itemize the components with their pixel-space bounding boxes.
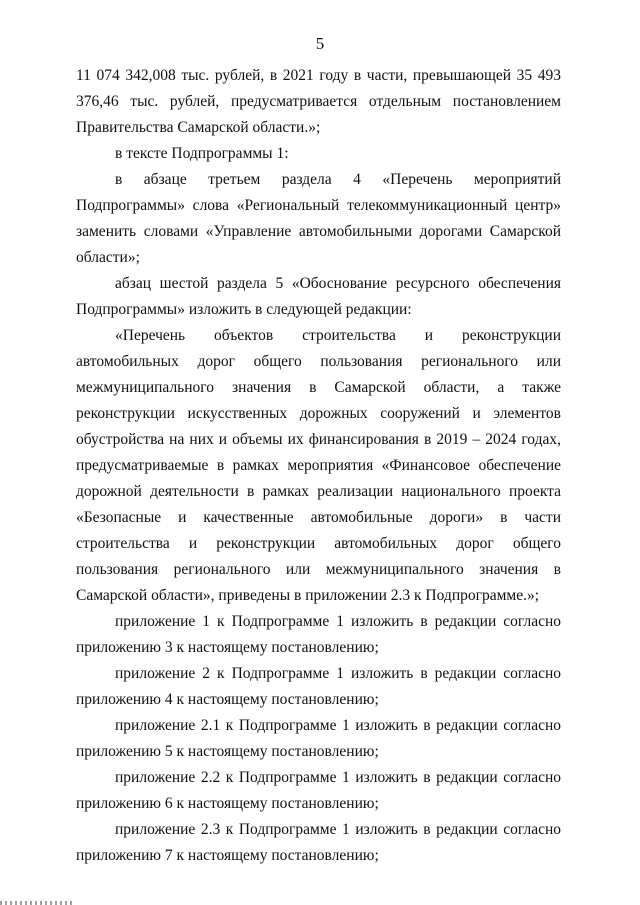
scan-artifact bbox=[0, 901, 72, 905]
paragraph-10: приложение 2.3 к Подпрограмме 1 изложить в редакции согласно приложению 7 к настоящему постановлению; bbox=[76, 821, 561, 864]
paragraph-5: «Перечень объектов строительства и реконструкции автомобильных дорог общего пользования регионального или межмуниципального значения в Самарской области, а также реконструкции искусственных дорожных сооружений и элементов обустройства на них и объемы их финансирования в 2019 – 2024 годах, предусматриваемые в рамках мероприятия «Финансовое обеспечение дорожной деятельности в рамках реализации национального проекта «Безопасные и качественные автомобильные дороги» в части строительства и реконструкции автомобильных дорог общего пользования регионального или межмуниципального значения в Самарской области», приведены в приложении 2.3 к Подпрограмме.»; bbox=[76, 327, 561, 604]
document-body bbox=[76, 63, 561, 869]
paragraph-7: приложение 2 к Подпрограмме 1 изложить в редакции согласно приложению 4 к настоящему постановлению; bbox=[76, 665, 561, 708]
paragraph-1: 11 074 342,008 тыс. рублей, в 2021 году в части, превышающей 35 493 376,46 тыс. рублей, предусматривается отдельным постановлением Правительства Самарской области.»; bbox=[76, 67, 561, 136]
paragraph-6: приложение 1 к Подпрограмме 1 изложить в редакции согласно приложению 3 к настоящему постановлению; bbox=[76, 613, 561, 656]
paragraph-4: абзац шестой раздела 5 «Обоснование ресурсного обеспечения Подпрограммы» изложить в следующей редакции: bbox=[76, 275, 561, 318]
page-number: 5 bbox=[315, 34, 325, 53]
paragraph-3: в абзаце третьем раздела 4 «Перечень мероприятий Подпрограммы» слова «Региональный телекоммуникационный центр» заменить словами «Управление автомобильными дорогами Самарской области»; bbox=[76, 171, 561, 266]
paragraph-8: приложение 2.1 к Подпрограмме 1 изложить в редакции согласно приложению 5 к настоящему постановлению; bbox=[76, 717, 561, 760]
paragraph-9: приложение 2.2 к Подпрограмме 1 изложить в редакции согласно приложению 6 к настоящему постановлению; bbox=[76, 769, 561, 812]
paragraph-2: в тексте Подпрограммы 1: bbox=[115, 145, 289, 162]
